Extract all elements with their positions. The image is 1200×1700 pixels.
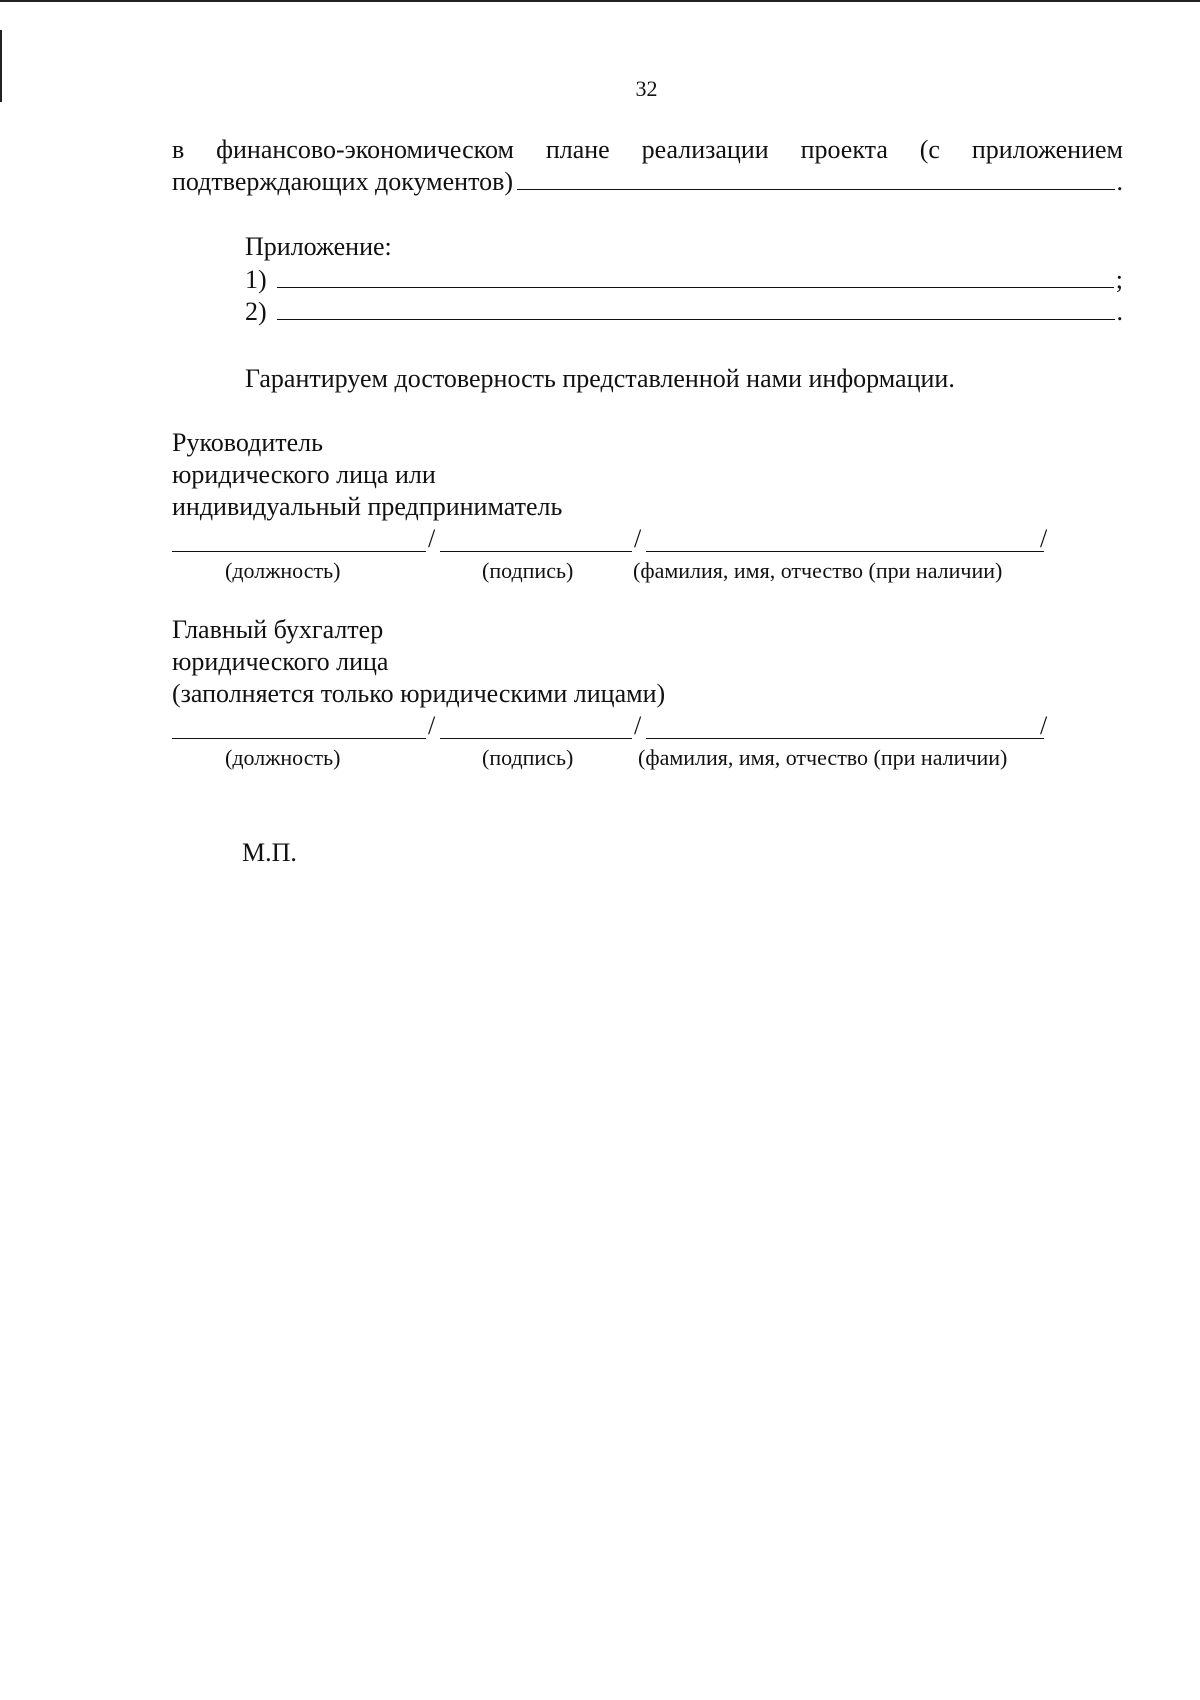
- attachment-item-1-label: 1): [245, 265, 267, 294]
- guarantee-statement: Гарантируем достоверность представленной нами информации.: [245, 364, 955, 393]
- head-signature-row: [172, 523, 1052, 555]
- accountant-fullname-line[interactable]: [646, 738, 1044, 739]
- attachment-item-2-label: 2): [245, 297, 267, 326]
- head-caption-position: (должность): [225, 558, 341, 583]
- accountant-signature-line[interactable]: [440, 738, 632, 739]
- accountant-caption-signature: (подпись): [482, 745, 574, 770]
- accountant-slash-3: /: [1040, 711, 1048, 740]
- attachment-item-1-end: ;: [1115, 265, 1123, 294]
- head-caption-fullname: (фамилия, имя, отчество (при наличии): [633, 558, 1003, 583]
- intro-line-2-text: подтверждающих документов): [172, 167, 514, 196]
- head-slash-2: /: [634, 524, 642, 553]
- attachment-1-fill-line[interactable]: [277, 265, 1114, 288]
- accountant-title-line-3: (заполняется только юридическими лицами): [172, 679, 666, 708]
- seal-placeholder: М.П.: [242, 838, 297, 867]
- head-signature-line[interactable]: [440, 551, 632, 552]
- page-number: 32: [635, 76, 658, 101]
- head-title-line-3: индивидуальный предприниматель: [172, 492, 563, 521]
- accountant-slash-2: /: [634, 711, 642, 740]
- attachment-item-1: [245, 264, 1123, 296]
- documents-fill-line[interactable]: [517, 167, 1114, 190]
- accountant-caption-fullname: (фамилия, имя, отчество (при наличии): [638, 745, 1008, 770]
- head-title-line-2: юридического лица или: [172, 460, 436, 489]
- intro-line-2: [172, 166, 1123, 198]
- intro-end-mark: .: [1116, 167, 1123, 196]
- accountant-title-line-2: юридического лица: [172, 647, 389, 676]
- accountant-slash-1: /: [428, 711, 436, 740]
- scan-border-top: [0, 0, 1200, 2]
- head-slash-3: /: [1040, 524, 1048, 553]
- head-caption-signature: (подпись): [482, 558, 574, 583]
- attachment-2-fill-line[interactable]: [277, 297, 1115, 320]
- head-position-line[interactable]: [172, 551, 426, 552]
- head-fullname-line[interactable]: [646, 551, 1044, 552]
- accountant-caption-position: (должность): [225, 745, 341, 770]
- head-slash-1: /: [428, 524, 436, 553]
- accountant-position-line[interactable]: [172, 738, 426, 739]
- attachment-item-2-end: .: [1116, 297, 1123, 326]
- intro-line-1: в финансово-экономическом плане реализации проекта (с приложением: [172, 135, 1123, 164]
- accountant-title-line-1: Главный бухгалтер: [172, 615, 384, 644]
- attachments-heading: Приложение:: [245, 232, 392, 261]
- accountant-signature-row: [172, 710, 1052, 742]
- attachment-item-2: [245, 296, 1123, 328]
- head-title-line-1: Руководитель: [172, 428, 323, 457]
